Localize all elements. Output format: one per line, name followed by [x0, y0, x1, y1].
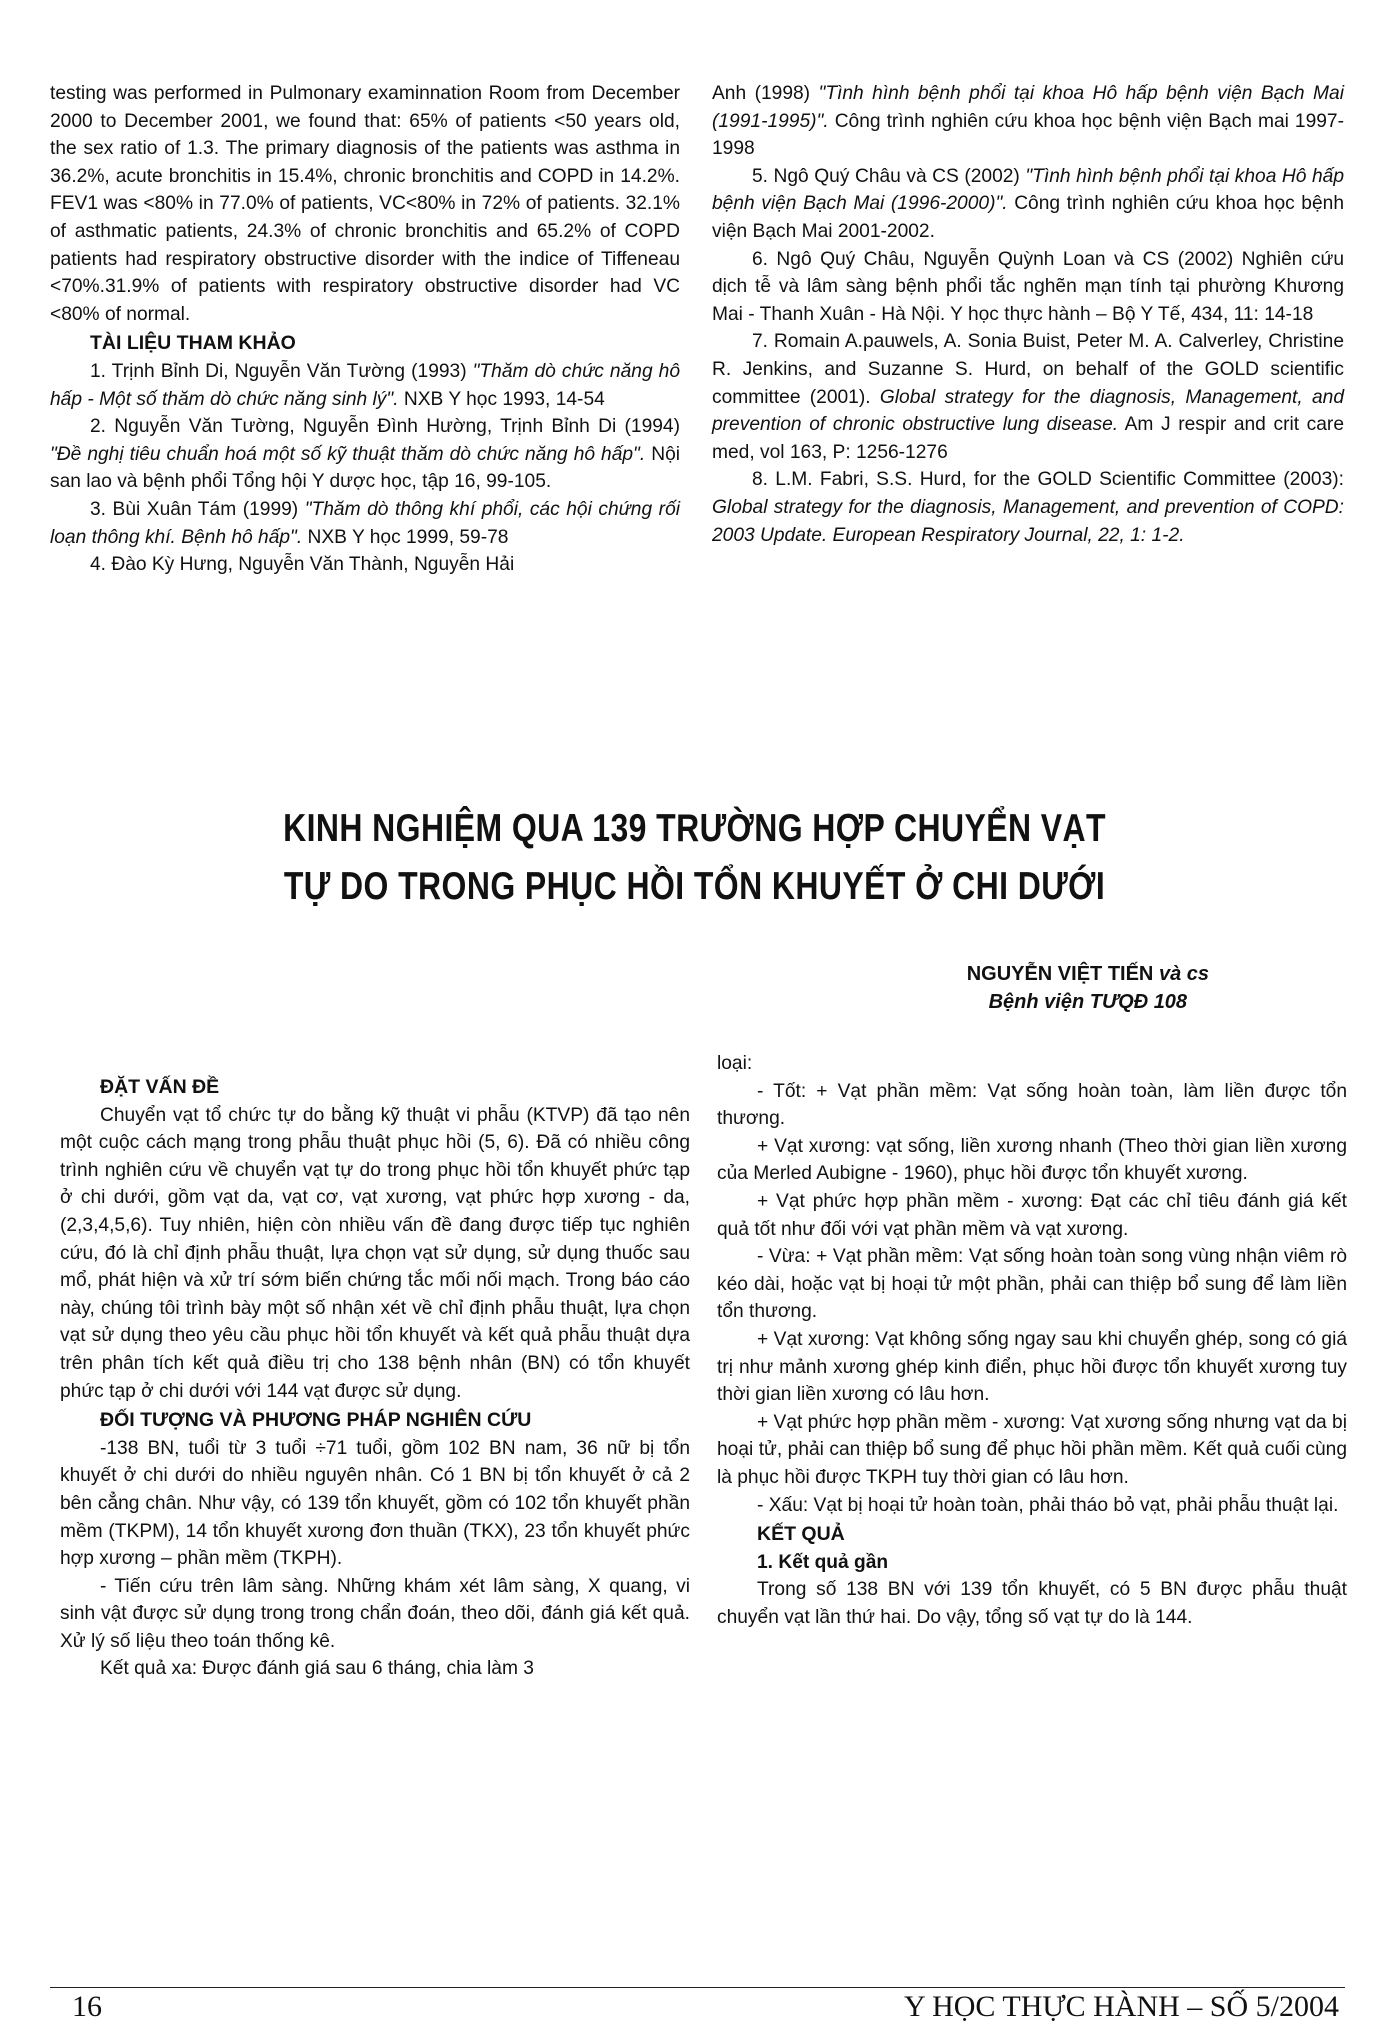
reference-4-start: 4. Đào Kỳ Hưng, Nguyễn Văn Thành, Nguyễn Hải — [90, 554, 515, 576]
reference-2: 2. Nguyễn Văn Tường, Nguyễn Đình Hường, Trịnh Bỉnh Di (1994) "Đề nghị tiêu chuẩn hoá một số kỹ thuật thăm dò chức năng hô hấp". Nội san lao và bệnh phổi Tổng hội Y dược học, tập 16, 99-105. — [50, 416, 680, 493]
methods-paragraph-1: -138 BN, tuổi từ 3 tuổi ÷71 tuổi, gồm 102 BN nam, 36 nữ bị tổn khuyết ở chi dưới do nhiều nguyên nhân. Có 1 BN bị tổn khuyết ở cả 2 bên cẳng chân. Như vậy, có 139 tổn khuyết, gồm có 102 tổn khuyết phần mềm (TKPM), 14 tổn khuyết xương đơn thuần (TKX), 23 tổn khuyết phức hợp xương – phần mềm (TKPH). — [60, 1437, 690, 1570]
footer-journal-issue: Y HỌC THỰC HÀNH – SỐ 5/2004 — [904, 1990, 1339, 2023]
result-good-composite: + Vạt phức hợp phần mềm - xương: Đạt các chỉ tiêu đánh giá kết quả tốt như đối với vạt phần mềm và vạt xương. — [717, 1190, 1347, 1240]
methods-paragraph-3: Kết quả xa: Được đánh giá sau 6 tháng, chia làm 3 — [100, 1658, 534, 1680]
footer-page-number: 16 — [72, 1990, 102, 2023]
subsection-heading-short-term: 1. Kết quả gần — [757, 1551, 889, 1573]
reference-1: 1. Trịnh Bỉnh Di, Nguyễn Văn Tường (1993) "Thăm dò chức năng hô hấp - Một số thăm dò chức năng sinh lý". NXB Y học 1993, 14-54 — [50, 360, 680, 410]
results-paragraph-1: Trong số 138 BN với 139 tổn khuyết, có 5 BN được phẫu thuật chuyển vạt lần thứ hai. Do vậy, tổng số vạt tự do là 144. — [717, 1579, 1347, 1628]
previous-article-left-column — [50, 80, 680, 579]
article-right-column — [717, 1050, 1347, 1631]
article-left-column — [60, 1072, 690, 1683]
article-title-line-1: KINH NGHIỆM QUA 139 TRƯỜNG HỢP CHUYỂN VẠT — [283, 807, 1106, 850]
methods-paragraph-2: - Tiến cứu trên lâm sàng. Những khám xét lâm sàng, X quang, vi sinh vật được sử dụng trong trong chẩn đoán, theo dõi, đánh giá kết quả. Xử lý số liệu theo toán thống kê. — [60, 1575, 690, 1652]
reference-6: 6. Ngô Quý Châu, Nguyễn Quỳnh Loan và CS (2002) Nghiên cứu dịch tễ và lâm sàng bệnh phổi tắc nghẽn mạn tính tại phường Khương Mai - Thanh Xuân - Hà Nội. Y học thực hành – Bộ Y Tế, 434, 11: 14-18 — [712, 248, 1344, 325]
article-title — [125, 800, 1264, 916]
result-good-bone: + Vạt xương: vạt sống, liền xương nhanh (Theo thời gian liền xương của Merled Aubigne - 1960), phục hồi được tổn khuyết xương. — [717, 1135, 1347, 1185]
author-line — [967, 960, 1209, 988]
result-poor: - Xấu: Vạt bị hoại tử hoàn toàn, phải tháo bỏ vạt, phải phẫu thuật lại. — [757, 1494, 1339, 1516]
references-heading: TÀI LIỆU THAM KHẢO — [90, 332, 296, 355]
section-heading-introduction: ĐẶT VẤN ĐỀ — [100, 1076, 220, 1098]
author-name: NGUYỄN VIỆT TIẾN — [966, 963, 1154, 985]
reference-4-continued: Anh (1998) "Tình hình bệnh phổi tại khoa Hô hấp bệnh viện Bạch Mai (1991-1995)". Công trình nghiên cứu khoa học bệnh viện Bạch mai 1997-1998 — [712, 83, 1344, 160]
english-abstract-tail: testing was performed in Pulmonary examinnation Room from December 2000 to December 2001, we found that: 65% of patients <50 years old, the sex ratio of 1.3. The primary diagnosis of the patients was asthma in 36.2%, acute bronchitis in 15.4%, chronic bronchitis and COPD in 14.2%. FEV1 was <80% in 77.0% of patients, VC<80% in 72% of patients. 32.1% of asthmatic patients, 24.3% of chronic bronchitis and 65.2% of COPD patients had respiratory obstructive disorder with the indice of Tiffeneau <70%.31.9% of patients with respiratory obstructive disorder had VC <80% of normal. — [50, 83, 680, 325]
previous-article-right-column — [712, 80, 1344, 549]
footer-rule — [50, 1987, 1345, 1988]
article-byline — [967, 960, 1209, 1016]
article-title-line-2: TỰ DO TRONG PHỤC HỒI TỔN KHUYẾT Ở CHI DƯỚI — [283, 865, 1106, 908]
introduction-paragraph: Chuyển vạt tổ chức tự do bằng kỹ thuật vi phẫu (KTVP) đã tạo nên một cuộc cách mạng trong phẫu thuật phục hồi (5, 6). Đã có nhiều công trình nghiên cứu về chuyển vạt tự do trong phục hồi tổn khuyết phức tạp ở chi dưới, gồm vạt da, vạt cơ, vạt xương, vạt phức hợp xương - da, (2,3,4,5,6). Tuy nhiên, hiện còn nhiều vấn đề đang được tiếp tục nghiên cứu, đó là chỉ định phẫu thuật, lựa chọn vạt sử dụng, sử dụng thuốc sau mổ, phát hiện và xử trí sớm biến chứng tắc mối nối mạch. Trong báo cáo này, chúng tôi trình bày một số nhận xét về chỉ định phẫu thuật, lựa chọn vạt sử dụng theo yêu cầu phục hồi tổn khuyết và kết quả phẫu thuật dựa trên phân tích kết quả điều trị cho 138 bệnh nhân (BN) có tổn khuyết phức tạp ở chi dưới với 144 vạt được sử dụng. — [60, 1104, 690, 1402]
section-heading-methods: ĐỐI TƯỢNG VÀ PHƯƠNG PHÁP NGHIÊN CỨU — [100, 1409, 532, 1432]
reference-5: 5. Ngô Quý Châu và CS (2002) "Tình hình bệnh phổi tại khoa Hô hấp bệnh viện Bạch Mai (1996-2000)". Công trình nghiên cứu khoa học bệnh viện Bạch Mai 2001-2002. — [712, 165, 1344, 242]
section-heading-results: KẾT QUẢ — [757, 1523, 845, 1546]
classification-label: loại: — [717, 1053, 753, 1074]
result-medium-soft-tissue: - Vừa: + Vạt phần mềm: Vạt sống hoàn toàn song vùng nhận viêm rò kéo dài, hoặc vạt bị hoại tử một phần, phải can thiệp bổ sung để làm liền tổn thương. — [717, 1246, 1347, 1323]
author-suffix: và cs — [1153, 963, 1209, 985]
reference-7: 7. Romain A.pauwels, A. Sonia Buist, Peter M. A. Calverley, Christine R. Jenkins, and Suzanne S. Hurd, on behalf of the GOLD scientific committee (2001). Global strategy for the diagnosis, Management, and prevention of chronic obstructive lung disease. Am J respir and crit care med, vol 163, P: 1256-1276 — [712, 331, 1344, 463]
result-medium-bone: + Vạt xương: Vạt không sống ngay sau khi chuyển ghép, song có giá trị như mảnh xương ghép kinh điển, phục hồi được tổn khuyết xương tuy thời gian liền xương có lâu hơn. — [717, 1328, 1347, 1406]
reference-8: 8. L.M. Fabri, S.S. Hurd, for the GOLD Scientific Committee (2003): Global strategy for the diagnosis, Management, and prevention of COPD: 2003 Update. European Respiratory Journal, 22, 1: 1-2. — [712, 469, 1344, 546]
result-medium-composite: + Vạt phức hợp phần mềm - xương: Vạt xương sống nhưng vạt da bị hoại tử, phải can thiệp bổ sung để phục hồi phần mềm. Kết quả cuối cùng là phục hồi được TKPH tuy thời gian có lâu hơn. — [717, 1411, 1347, 1488]
author-affiliation: Bệnh viện TƯQĐ 108 — [988, 991, 1188, 1013]
reference-3: 3. Bùi Xuân Tám (1999) "Thăm dò thông khí phổi, các hội chứng rối loạn thông khí. Bệnh hô hấp". NXB Y học 1999, 59-78 — [50, 498, 680, 548]
result-good-soft-tissue: - Tốt: + Vạt phần mềm: Vạt sống hoàn toàn, làm liền được tổn thương. — [717, 1080, 1347, 1130]
